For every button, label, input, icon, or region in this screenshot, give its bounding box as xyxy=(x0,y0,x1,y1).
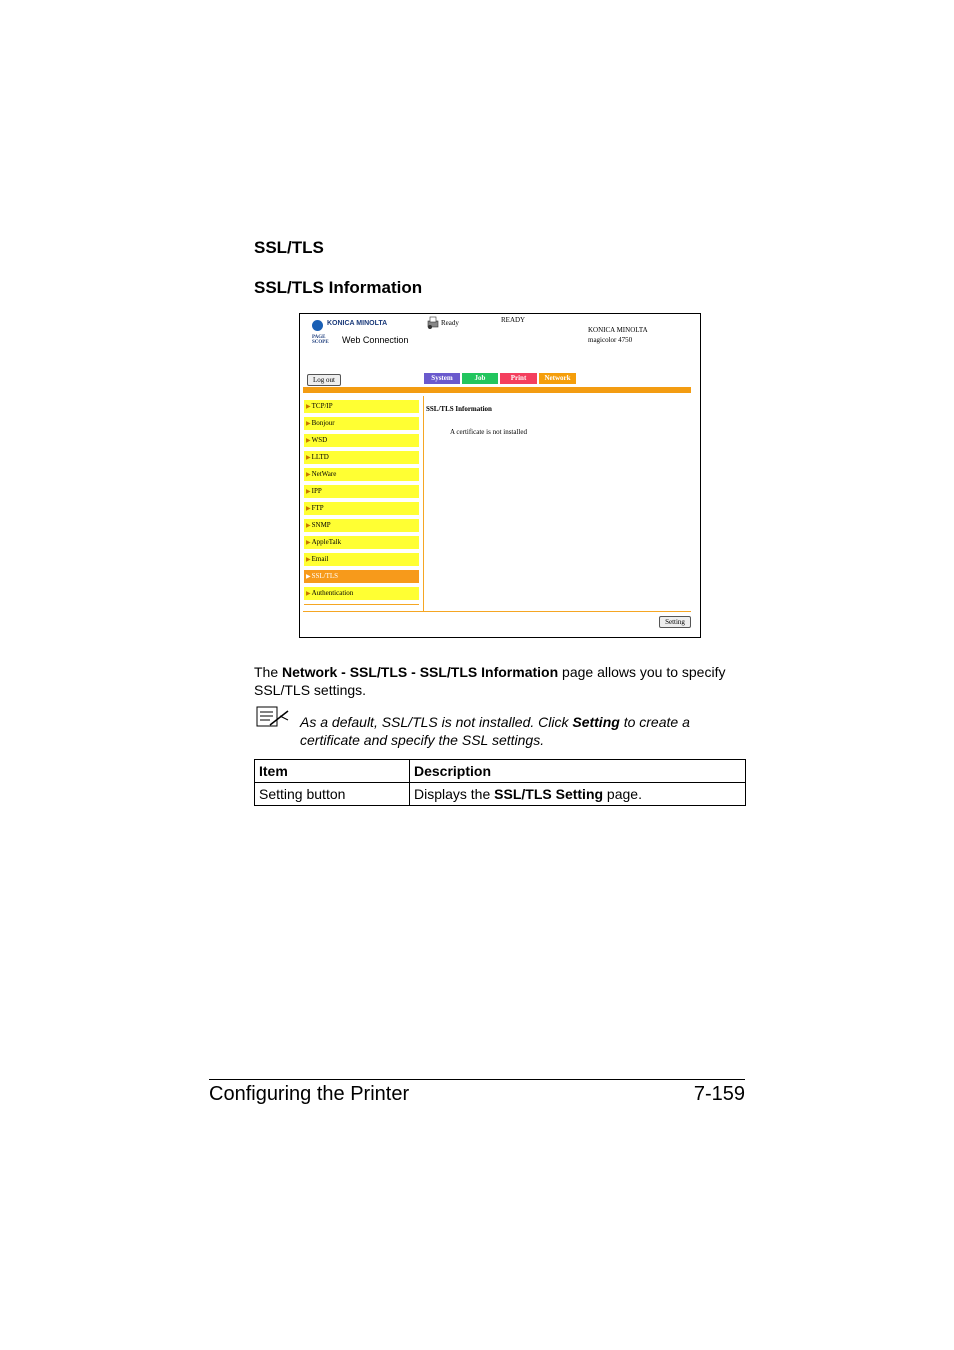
note-post: to create a certificate and specify the SSL settings. xyxy=(300,714,690,748)
section-heading: SSL/TLS xyxy=(254,238,324,257)
menu-arrow-icon: ▶ xyxy=(306,455,311,461)
pagescope-logo-bottom: SCOPE xyxy=(312,340,329,345)
menu-item-ftp[interactable] xyxy=(304,502,419,515)
menu-item-email[interactable] xyxy=(304,553,419,566)
tab-network[interactable]: Network xyxy=(539,373,576,384)
tab-job[interactable]: Job xyxy=(462,373,498,384)
subsection-heading: SSL/TLS Information xyxy=(254,278,423,297)
pagescope-logo-icon xyxy=(312,335,338,346)
menu-item-tcp-ip[interactable] xyxy=(304,400,419,413)
menu-item-label: SNMP xyxy=(311,521,331,529)
menu-item-label: Email xyxy=(311,555,329,563)
menu-item-label: AppleTalk xyxy=(311,538,342,546)
setting-button[interactable]: Setting xyxy=(659,616,691,628)
menu-item-label: WSD xyxy=(311,436,328,444)
note-bold: Setting xyxy=(572,714,620,730)
footer-rule xyxy=(209,1079,745,1080)
paragraph-post: page allows you to specify SSL/TLS settings. xyxy=(254,664,726,698)
footer-page-number: 7-159 xyxy=(693,1083,745,1105)
menu-bottom-line xyxy=(304,604,419,605)
menu-item-label: Authentication xyxy=(311,589,354,597)
tab-print[interactable]: Print xyxy=(500,373,537,384)
model-name: magicolor 4750 xyxy=(588,336,633,344)
menu-arrow-icon: ▶ xyxy=(306,421,311,427)
menu-arrow-icon: ▶ xyxy=(306,523,311,529)
menu-item-appletalk[interactable] xyxy=(304,536,419,549)
panel-title: SSL/TLS Information xyxy=(426,405,492,413)
menu-item-label: TCP/IP xyxy=(311,402,333,410)
item-description-table xyxy=(254,759,746,806)
table-cell-item: Setting button xyxy=(255,783,410,806)
menu-item-bonjour[interactable] xyxy=(304,417,419,430)
printer-status-icon xyxy=(426,316,440,330)
menu-item-label: NetWare xyxy=(311,470,337,478)
desc-post: page. xyxy=(603,786,642,802)
menu-item-ipp[interactable] xyxy=(304,485,419,498)
table-header-description: Description xyxy=(410,760,746,783)
web-connection-title: Web Connection xyxy=(342,335,409,345)
menu-item-label: SSL/TLS xyxy=(311,572,339,580)
menu-item-snmp[interactable] xyxy=(304,519,419,532)
logout-button[interactable]: Log out xyxy=(307,374,341,386)
menu-item-lltd[interactable] xyxy=(304,451,419,464)
menu-item-authentication[interactable] xyxy=(304,587,419,600)
menu-arrow-icon: ▶ xyxy=(306,489,311,495)
menu-item-wsd[interactable] xyxy=(304,434,419,447)
panel-divider xyxy=(423,396,424,611)
paragraph-bold: Network - SSL/TLS - SSL/TLS Information xyxy=(282,664,559,680)
table-row xyxy=(255,783,746,806)
table-cell-description xyxy=(410,783,746,806)
status-value: READY xyxy=(501,316,526,324)
menu-item-label: LLTD xyxy=(311,453,329,461)
menu-item-label: Bonjour xyxy=(311,419,335,427)
menu-item-label: FTP xyxy=(311,504,324,512)
status-label: Ready xyxy=(441,319,459,327)
paragraph-pre: The xyxy=(254,664,283,680)
menu-item-netware[interactable] xyxy=(304,468,419,481)
pagescope-logo-top: PAGE xyxy=(312,335,326,340)
brand-logo-text: KONICA MINOLTA xyxy=(327,320,388,327)
panel-message: A certificate is not installed xyxy=(450,428,527,436)
desc-bold: SSL/TLS Setting xyxy=(494,786,604,802)
menu-arrow-icon: ▶ xyxy=(306,472,311,478)
menu-item-ssl-tls[interactable] xyxy=(304,570,419,583)
web-connection-screenshot xyxy=(299,313,701,638)
table-header-item: Item xyxy=(255,760,410,783)
header-divider-bar xyxy=(303,387,691,393)
menu-arrow-icon: ▶ xyxy=(306,591,311,597)
desc-pre: Displays the xyxy=(414,786,495,802)
description-paragraph xyxy=(254,663,746,699)
menu-arrow-icon: ▶ xyxy=(306,404,311,410)
menu-item-label: IPP xyxy=(311,487,322,495)
menu-arrow-icon: ▶ xyxy=(306,557,311,563)
footer-divider xyxy=(303,611,691,612)
footer-chapter: Configuring the Printer xyxy=(209,1083,410,1105)
tab-system[interactable]: System xyxy=(424,373,460,384)
menu-arrow-icon: ▶ xyxy=(306,438,311,444)
note-pre: As a default, SSL/TLS is not installed. Click xyxy=(300,714,573,730)
menu-arrow-icon: ▶ xyxy=(306,540,311,546)
note-text xyxy=(300,713,746,749)
note-icon xyxy=(256,706,290,728)
table-header-row xyxy=(255,760,746,783)
model-maker: KONICA MINOLTA xyxy=(588,326,648,334)
menu-arrow-icon: ▶ xyxy=(306,574,311,580)
konica-minolta-logo-icon xyxy=(312,320,323,331)
menu-arrow-icon: ▶ xyxy=(306,506,311,512)
